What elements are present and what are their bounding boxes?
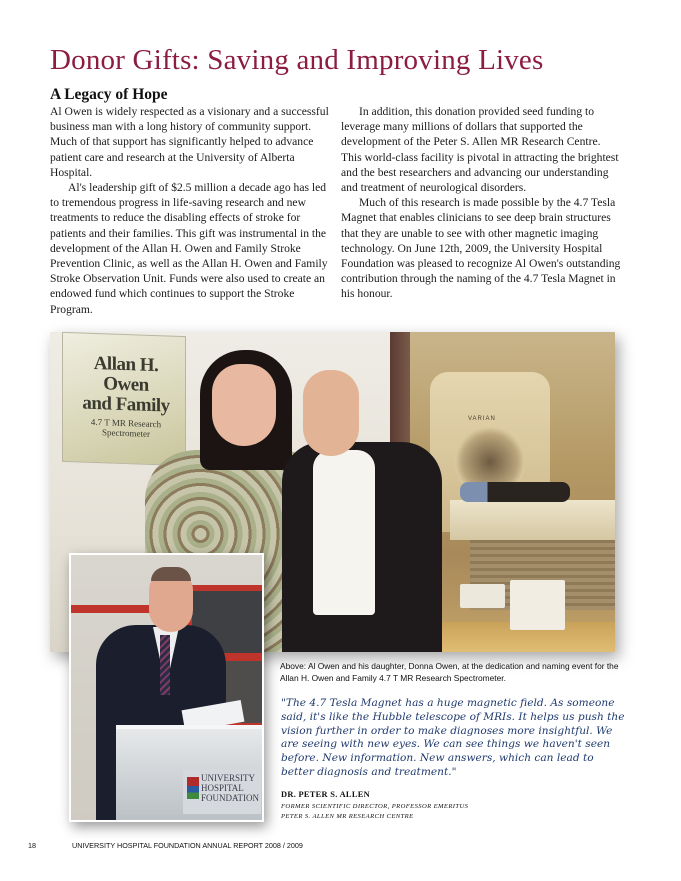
pull-quote: "The 4.7 Tesla Magnet has a huge magnetic field. As someone said, it's like the Hubble telescope of MRIs. It helps us push the vision further in order to make diagnoses more insightful. We are seeing with new eyes. We can see things we haven't seen before. New information. New answers, which can lead to better diagnosis and treatment." — [281, 697, 625, 778]
page-footer — [28, 841, 303, 850]
podium-text — [201, 773, 259, 803]
paragraph: Much of this research is made possible by the 4.7 Tesla Magnet that enables clinicians to see deep brain structures that they are unable to see with other magnetic imaging technology. On June 12th, 2009, the University Hospital Foundation was pleased to recognize Al Owen's outstanding contribution through the naming of the 4.7 Tesla Magnet in his honour. — [341, 196, 621, 301]
plaque-line: and Family — [82, 392, 170, 417]
step-stool — [510, 580, 565, 630]
dedication-plaque — [62, 332, 186, 466]
podium-line: FOUNDATION — [201, 793, 259, 803]
podium-line: UNIVERSITY — [201, 773, 255, 783]
quote-author: DR. PETER S. ALLEN — [281, 790, 370, 799]
publication-title: UNIVERSITY HOSPITAL FOUNDATION ANNUAL REPORT 2008 / 2009 — [72, 841, 303, 850]
mri-patient — [460, 482, 570, 502]
speaker-tie — [160, 635, 170, 695]
paragraph: In addition, this donation provided seed funding to leverage many millions of dollars that supported the development of the Peter S. Allen MR Research Centre. This world-class facility is pivotal in attracting the brightest and the best researchers and advancing our understanding and treatment of neurological disorders. — [341, 105, 619, 195]
page-title: Donor Gifts: Saving and Improving Lives — [50, 44, 544, 76]
quote-author-role — [281, 802, 468, 822]
plaque-line: 4.7 T MR Research Spectrometer — [90, 416, 162, 439]
podium-line: HOSPITAL — [201, 783, 244, 793]
crest-icon — [187, 777, 199, 799]
woman-face — [212, 364, 276, 446]
page-number: 18 — [28, 841, 36, 850]
man-shirt — [313, 450, 375, 615]
section-subtitle: A Legacy of Hope — [50, 86, 168, 103]
body-column-right — [341, 104, 621, 302]
mri-brand-label: VARIAN — [468, 416, 496, 422]
role-line: FORMER SCIENTIFIC DIRECTOR, PROFESSOR EMERITUS — [281, 803, 469, 810]
paragraph: Al Owen is widely respected as a visionary and a successful business man with a long history of community support. Much of that support has significantly helped to advance patient care and research at the University of Alberta Hospital. — [50, 105, 329, 179]
photo-caption: Above: Al Owen and his daughter, Donna Owen, at the dedication and naming event for the Allan H. Owen and Family 4.7 T MR Research Spectrometer. — [280, 661, 619, 683]
role-line: PETER S. ALLEN MR RESEARCH CENTRE — [281, 813, 414, 820]
plaque-line: Allan H. Owen — [93, 352, 159, 396]
man-face — [303, 370, 359, 456]
mri-table — [450, 500, 615, 540]
paragraph: Al's leadership gift of $2.5 million a decade ago has led to tremendous progress in life-saving research and new treatments to reduce the disabling effects of stroke for patients and their families. This gift was instrumental in the development of the Allan H. Owen and Family Stroke Prevention Clinic, as well as the Allan H. Owen and Family Stroke Observation Unit. Funds were also used to create an endowed fund which continues to support the Stroke Program. — [50, 181, 328, 316]
step-stool — [460, 584, 505, 608]
body-column-left — [50, 104, 335, 317]
inset-photo — [69, 553, 264, 822]
speaker-hair — [151, 567, 191, 581]
